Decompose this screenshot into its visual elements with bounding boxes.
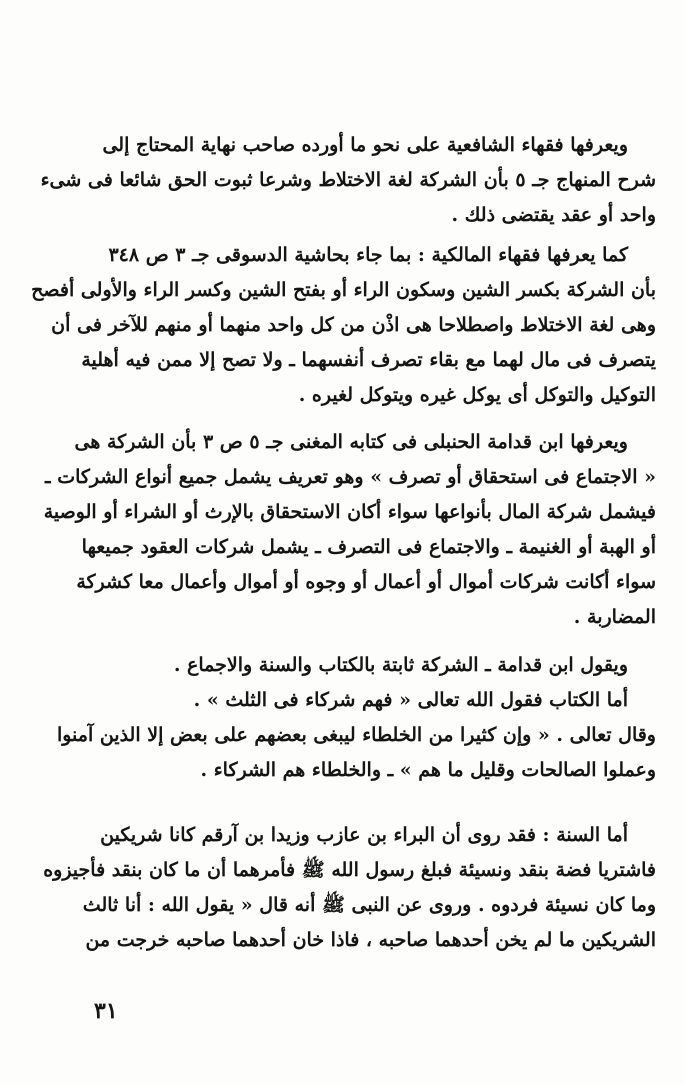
paragraph-shafii xyxy=(40,128,656,233)
text-line: كما يعرفها فقهاء المالكية : بما جاء بحاشية الدسوقى جـ ٣ ص ٣٤٨ xyxy=(108,244,628,266)
text-line: المضاربة . xyxy=(573,606,656,628)
text-line: ويعرفها ابن قدامة الحنبلى فى كتابه المغنى جـ ٥ ص ٣ بأن الشركة هى xyxy=(74,431,628,453)
paragraph-evidence-sunnah xyxy=(43,818,656,958)
paragraph-maliki xyxy=(31,238,656,413)
text-line: شرح المنهاج جـ ٥ بأن الشركة لغة الاختلاط وشرعا ثبوت الحق شائعا فى شىء xyxy=(40,169,656,191)
text-line: وعملوا الصالحات وقليل ما هم » ـ والخلطاء هم الشركاء . xyxy=(200,759,656,781)
text-line: أما الكتاب فقول الله تعالى « فهم شركاء فى الثلث » . xyxy=(193,689,628,711)
paragraph-hanbali xyxy=(43,425,656,635)
text-line: فاشتريا فضة بنقد ونسيئة فبلغ رسول الله ﷺ فأمرهما أن ما كان بنقد فأجيزوه xyxy=(43,859,656,881)
paragraph-evidence-quran xyxy=(56,648,656,788)
text-line: أو الهبة أو الغنيمة ـ والاجتماع فى التصرف ـ يشمل شركات العقود جميعها xyxy=(81,536,656,558)
text-line: « الاجتماع فى استحقاق أو تصرف » وهو تعريف يشمل جميع أنواع الشركات ـ xyxy=(45,466,656,488)
text-line: واحد أو عقد يقتضى ذلك . xyxy=(451,204,656,226)
text-line: التوكيل والتوكل أى يوكل غيره ويتوكل لغيره . xyxy=(298,384,656,406)
text-line: ويعرفها فقهاء الشافعية على نحو ما أورده صاحب نهاية المحتاج إلى xyxy=(102,134,628,156)
text-line: بأن الشركة بكسر الشين وسكون الراء أو بفتح الشين وكسر الراء والأولى أفصح xyxy=(31,279,656,301)
text-line: ويقول ابن قدامة ـ الشركة ثابتة بالكتاب والسنة والاجماع . xyxy=(173,654,628,676)
text-line: وهى لغة الاختلاط واصطلاحا هى اذْن من كل واحد منهما أو منهم للآخر فى أن xyxy=(51,314,656,336)
text-line: وما كان نسيئة فردوه . وروى عن النبى ﷺ أنه قال « يقول الله : أنا ثالث xyxy=(82,894,656,916)
text-line: سواء أكانت شركات أموال أو أعمال أو وجوه أو أموال وأعمال معا كشركة xyxy=(76,571,656,593)
text-line: يتصرف فى مال لهما مع بقاء تصرف أنفسهما ـ ولا تصح إلا ممن فيه أهلية xyxy=(81,349,656,371)
text-line: وقال تعالى . « وإن كثيرا من الخلطاء ليبغى بعضهم على بعض إلا الذين آمنوا xyxy=(56,724,656,746)
text-line: فيشمل شركة المال بأنواعها سواء أكان الاستحقاق بالإرث أو الشراء أو الوصية xyxy=(43,501,656,523)
text-line: الشريكين ما لم يخن أحدهما صاحبه ، فاذا خان أحدهما صاحبه خرجت من xyxy=(85,929,656,951)
page-number: ٣١ xyxy=(94,998,118,1024)
text-line: أما السنة : فقد روى أن البراء بن عازب وزيدا بن آرقم كانا شريكين xyxy=(100,824,628,846)
